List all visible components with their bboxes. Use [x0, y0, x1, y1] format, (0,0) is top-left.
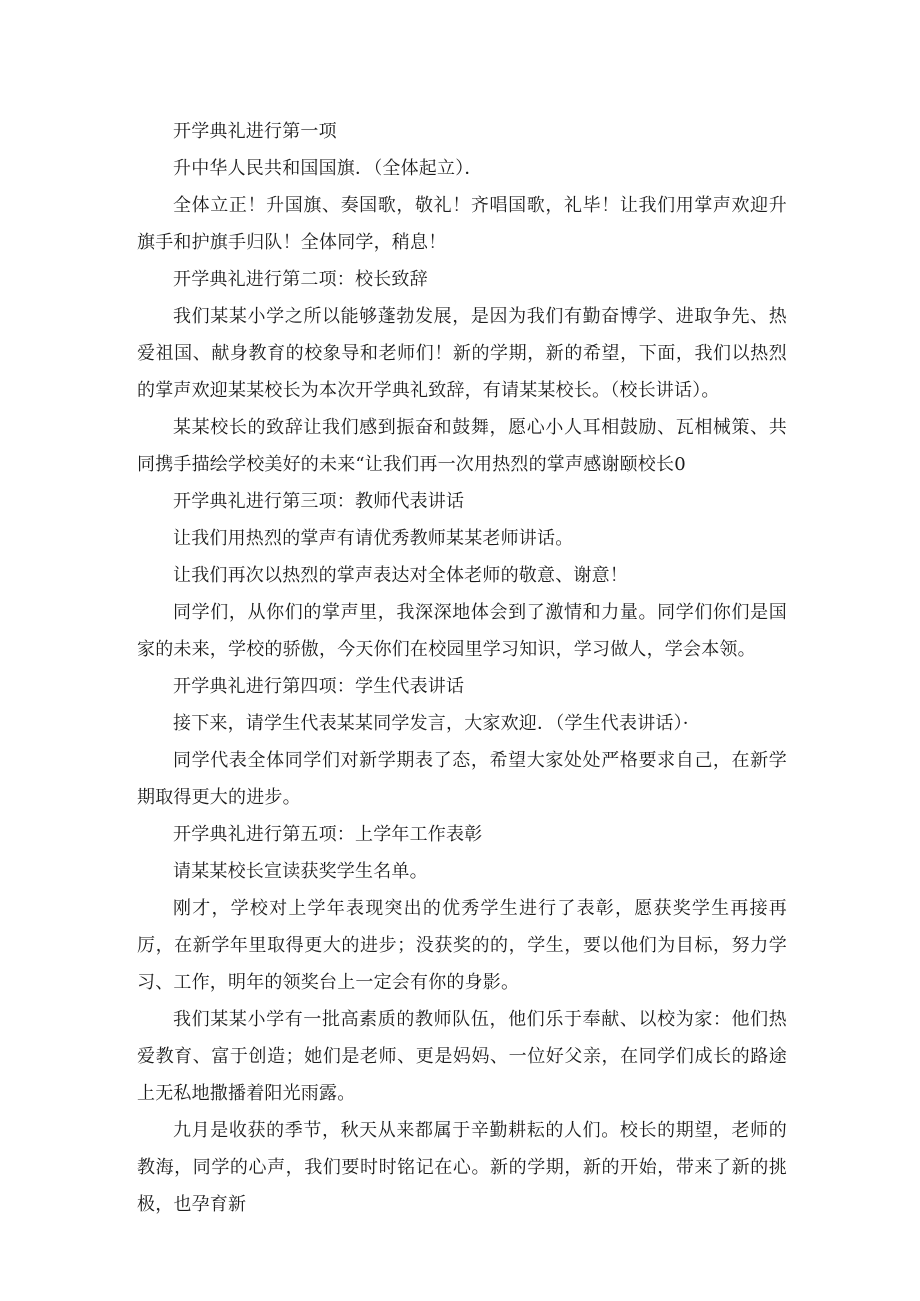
paragraph-student-rep-intro: 接下来，请学生代表某某同学发言，大家欢迎．（学生代表讲话）·	[173, 713, 689, 734]
paragraph-teacher-intro: 让我们用热烈的掌声有请优秀教师某某老师讲话。	[173, 528, 574, 549]
paragraph-september-harvest: 九月是收获的季节，秋天从来都属于辛勤耕耘的人们。校长的期望，老师的教海，同学的心声，我们要时时铭记在心。新的学期，新的开始，带来了新的挑极，也孕育新	[137, 1120, 787, 1215]
paragraph-award-commendation: 刚才，学校对上学年表现突出的优秀学生进行了表彰，愿获奖学生再接再厉，在新学年里取得更大的进步；没获奖的的，学生，要以他们为目标，努力学习、工作，明年的领奖台上一定会有你的身影。	[137, 898, 787, 993]
paragraph-item-2-title: 开学典礼进行第二项：校长致辞	[173, 269, 428, 290]
paragraph-student-rep-summary: 同学代表全体同学们对新学期表了态，希望大家处处严格要求自己，在新学期取得更大的进步。	[137, 750, 787, 808]
paragraph-flag-raising: 升中华人民共和国国旗．（全体起立）．	[173, 158, 483, 179]
paragraph-principal-intro: 我们某某小学之所以能够蓬勃发展，是因为我们有勤奋博学、进取争先、热爱祖国、献身教育的校象导和老师们！新的学期，新的希望，下面，我们以热烈的掌声欢迎某某校长为本次开学典礼致辞，有请某某校长。（校长讲话）。	[137, 306, 787, 401]
paragraph-item-1-title: 开学典礼进行第一项	[173, 121, 337, 142]
paragraph-principal-thanks: 某某校长的致辞让我们感到振奋和鼓舞，愿心小人耳相鼓励、瓦相械策、共同携手描绘学校美好的未来“让我们再一次用热烈的掌声感谢颐校长0	[137, 417, 787, 475]
paragraph-teacher-thanks: 让我们再次以热烈的掌声表达对全体老师的敬意、谢意！	[173, 565, 628, 586]
paragraph-students-future: 同学们，从你们的掌声里，我深深地体会到了激情和力量。同学们你们是国家的未来，学校的骄傲，今天你们在校园里学习知识，学习做人，学会本领。	[137, 602, 787, 660]
paragraph-anthem: 全体立正！升国旗、奏国歌，敬礼！齐唱国歌，礼毕！让我们用掌声欢迎升旗手和护旗手归队！全体同学，稍息！	[137, 195, 787, 253]
paragraph-item-3-title: 开学典礼进行第三项：教师代表讲话	[173, 491, 465, 512]
paragraph-item-5-title: 开学典礼进行第五项：上学年工作表彰	[173, 824, 483, 845]
document-body	[137, 113, 787, 1223]
paragraph-teachers-praise: 我们某某小学有一批高素质的教师队伍，他们乐于奉献、以校为家：他们热爱教育、富于创造；她们是老师、更是妈妈、一位好父亲，在同学们成长的路途上无私地撒播着阳光雨露。	[137, 1009, 787, 1104]
paragraph-award-list: 请某某校长宣读获奖学生名单。	[173, 861, 428, 882]
paragraph-item-4-title: 开学典礼进行第四项：学生代表讲话	[173, 676, 465, 697]
